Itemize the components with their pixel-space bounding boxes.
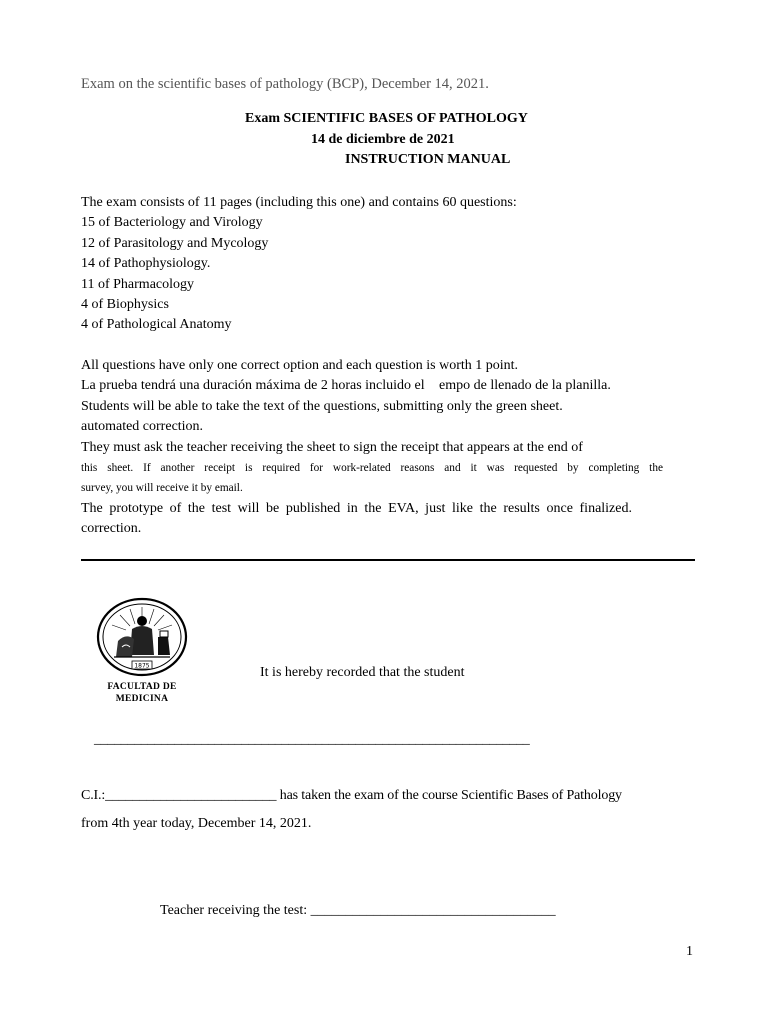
rule-line: They must ask the teacher receiving the sheet to sign the receipt that appears at the end of [81, 439, 583, 455]
list-item: 12 of Parasitology and Mycology [81, 235, 269, 251]
faculty-seal-icon [96, 597, 188, 677]
teacher-signature-line: Teacher receiving the test: ___________________________________ [160, 903, 556, 918]
ci-statement: C.I.:_________________________ has taken the exam of the course Scientific Bases of Pathology [81, 788, 622, 803]
instruction-manual-heading: INSTRUCTION MANUAL [345, 152, 511, 167]
list-item: 15 of Bacteriology and Virology [81, 215, 263, 231]
recorded-statement: It is hereby recorded that the student [260, 665, 465, 680]
rule-line: this sheet. If another receipt is required for work-related reasons and it was requested by completing the [81, 461, 663, 474]
page-number: 1 [686, 944, 693, 959]
list-item: 4 of Pathological Anatomy [81, 317, 232, 333]
header-note: Exam on the scientific bases of pathology (BCP), December 14, 2021. [81, 76, 489, 92]
rule-line: The prototype of the test will be published in the EVA, just like the results once finalized. [81, 500, 632, 516]
rule-line: All questions have only one correct option and each question is worth 1 point. [81, 358, 519, 373]
student-name-blank: _________________________________________________________________ [94, 732, 530, 747]
list-item: 4 of Biophysics [81, 296, 169, 312]
seal-label-medicine: MEDICINA [115, 694, 169, 704]
exam-title: Exam SCIENTIFIC BASES OF PATHOLOGY [245, 111, 528, 126]
rule-line: correction. [81, 521, 142, 537]
exam-date: 14 de diciembre de 2021 [311, 132, 455, 147]
rule-line: survey, you will receive it by email. [81, 482, 243, 495]
rule-line: Students will be able to take the text of the questions, submitting only the green sheet. [81, 398, 563, 414]
seal-label-faculty: FACULTAD DE [107, 682, 177, 692]
rule-line: automated correction. [81, 419, 204, 435]
intro-lead: The exam consists of 11 pages (including this one) and contains 60 questions: [81, 195, 517, 210]
intro-section [81, 193, 517, 336]
seal-year: 1875 [134, 662, 150, 670]
list-item: 14 of Pathophysiology. [81, 256, 211, 272]
rule-line: La prueba tendrá una duración máxima de 2 horas incluido el  empo de llenado de la planilla. [81, 378, 611, 394]
section-divider [81, 559, 695, 561]
rules-section [81, 356, 663, 540]
ci-statement-continued: from 4th year today, December 14, 2021. [81, 816, 312, 831]
list-item: 11 of Pharmacology [81, 276, 195, 292]
